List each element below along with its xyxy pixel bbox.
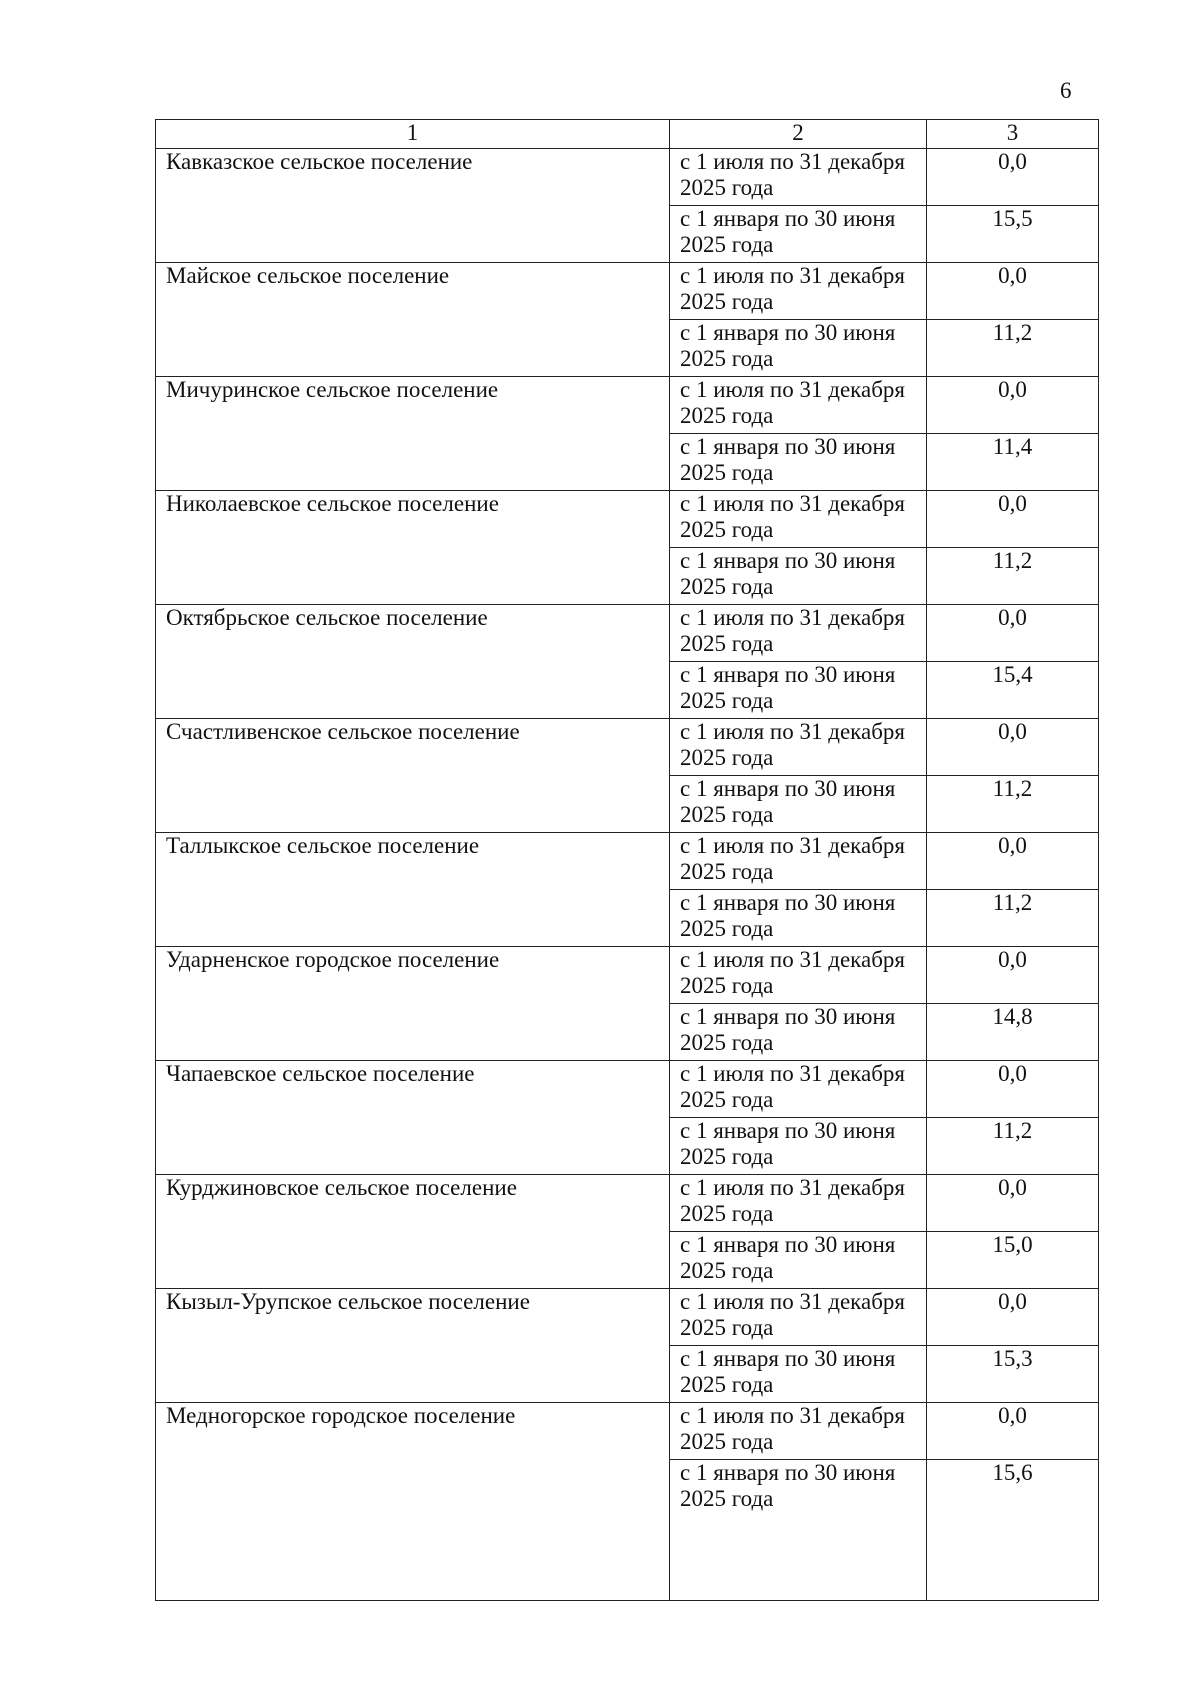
value-cell: 14,8 (927, 1004, 1099, 1061)
table-row (156, 377, 1099, 434)
settlement-name: Николаевское сельское поселение (156, 491, 670, 605)
period-cell: с 1 января по 30 июня 2025 года (670, 206, 927, 263)
settlement-name: Октябрьское сельское поселение (156, 605, 670, 719)
period-cell: с 1 июля по 31 декабря 2025 года (670, 1289, 927, 1346)
value-cell: 15,3 (927, 1346, 1099, 1403)
value-cell: 15,5 (927, 206, 1099, 263)
value-cell: 0,0 (927, 491, 1099, 548)
settlement-name: Майское сельское поселение (156, 263, 670, 377)
period-cell: с 1 января по 30 июня 2025 года (670, 1346, 927, 1403)
value-cell: 11,2 (927, 548, 1099, 605)
settlement-name: Таллыкское сельское поселение (156, 833, 670, 947)
value-cell: 0,0 (927, 833, 1099, 890)
period-cell: с 1 июля по 31 декабря 2025 года (670, 947, 927, 1004)
value-cell: 0,0 (927, 947, 1099, 1004)
period-cell: с 1 января по 30 июня 2025 года (670, 662, 927, 719)
period-cell: с 1 июля по 31 декабря 2025 года (670, 833, 927, 890)
period-cell: с 1 июля по 31 декабря 2025 года (670, 1061, 927, 1118)
value-cell: 0,0 (927, 1061, 1099, 1118)
period-cell: с 1 января по 30 июня 2025 года (670, 1004, 927, 1061)
value-cell: 15,0 (927, 1232, 1099, 1289)
value-cell: 0,0 (927, 605, 1099, 662)
value-cell: 0,0 (927, 263, 1099, 320)
table-row (156, 1061, 1099, 1118)
settlements-table (155, 119, 1099, 1601)
settlement-name: Ударненское городское поселение (156, 947, 670, 1061)
settlement-name: Кавказское сельское поселение (156, 149, 670, 263)
settlement-name: Кызыл-Урупское сельское поселение (156, 1289, 670, 1403)
table-row (156, 1175, 1099, 1232)
period-cell: с 1 января по 30 июня 2025 года (670, 890, 927, 947)
period-cell: с 1 января по 30 июня 2025 года (670, 1118, 927, 1175)
column-header-3: 3 (927, 120, 1099, 149)
period-cell: с 1 января по 30 июня 2025 года (670, 1460, 927, 1601)
period-cell: с 1 июля по 31 декабря 2025 года (670, 491, 927, 548)
value-cell: 11,2 (927, 776, 1099, 833)
table-row (156, 605, 1099, 662)
settlement-name: Счастливенское сельское поселение (156, 719, 670, 833)
period-cell: с 1 января по 30 июня 2025 года (670, 434, 927, 491)
value-cell: 11,4 (927, 434, 1099, 491)
period-cell: с 1 января по 30 июня 2025 года (670, 776, 927, 833)
page-number: 6 (1060, 78, 1072, 103)
table-row (156, 833, 1099, 890)
period-cell: с 1 июля по 31 декабря 2025 года (670, 1175, 927, 1232)
table-header-row (156, 120, 1099, 149)
period-cell: с 1 января по 30 июня 2025 года (670, 1232, 927, 1289)
table-row (156, 263, 1099, 320)
period-cell: с 1 января по 30 июня 2025 года (670, 320, 927, 377)
period-cell: с 1 июля по 31 декабря 2025 года (670, 605, 927, 662)
table-row (156, 1289, 1099, 1346)
value-cell: 11,2 (927, 320, 1099, 377)
value-cell: 15,4 (927, 662, 1099, 719)
value-cell: 0,0 (927, 149, 1099, 206)
value-cell: 0,0 (927, 1403, 1099, 1460)
table-row (156, 947, 1099, 1004)
value-cell: 0,0 (927, 719, 1099, 776)
column-header-2: 2 (670, 120, 927, 149)
column-header-1: 1 (156, 120, 670, 149)
value-cell: 15,6 (927, 1460, 1099, 1601)
table-row (156, 1403, 1099, 1460)
table-row (156, 491, 1099, 548)
period-cell: с 1 января по 30 июня 2025 года (670, 548, 927, 605)
value-cell: 11,2 (927, 890, 1099, 947)
period-cell: с 1 июля по 31 декабря 2025 года (670, 149, 927, 206)
settlement-name: Курджиновское сельское поселение (156, 1175, 670, 1289)
settlement-name: Чапаевское сельское поселение (156, 1061, 670, 1175)
period-cell: с 1 июля по 31 декабря 2025 года (670, 263, 927, 320)
settlement-name: Мичуринское сельское поселение (156, 377, 670, 491)
period-cell: с 1 июля по 31 декабря 2025 года (670, 377, 927, 434)
settlement-name: Медногорское городское поселение (156, 1403, 670, 1601)
table-row (156, 719, 1099, 776)
value-cell: 11,2 (927, 1118, 1099, 1175)
period-cell: с 1 июля по 31 декабря 2025 года (670, 719, 927, 776)
value-cell: 0,0 (927, 377, 1099, 434)
value-cell: 0,0 (927, 1175, 1099, 1232)
table-row (156, 149, 1099, 206)
value-cell: 0,0 (927, 1289, 1099, 1346)
period-cell: с 1 июля по 31 декабря 2025 года (670, 1403, 927, 1460)
table-body (156, 149, 1099, 1601)
